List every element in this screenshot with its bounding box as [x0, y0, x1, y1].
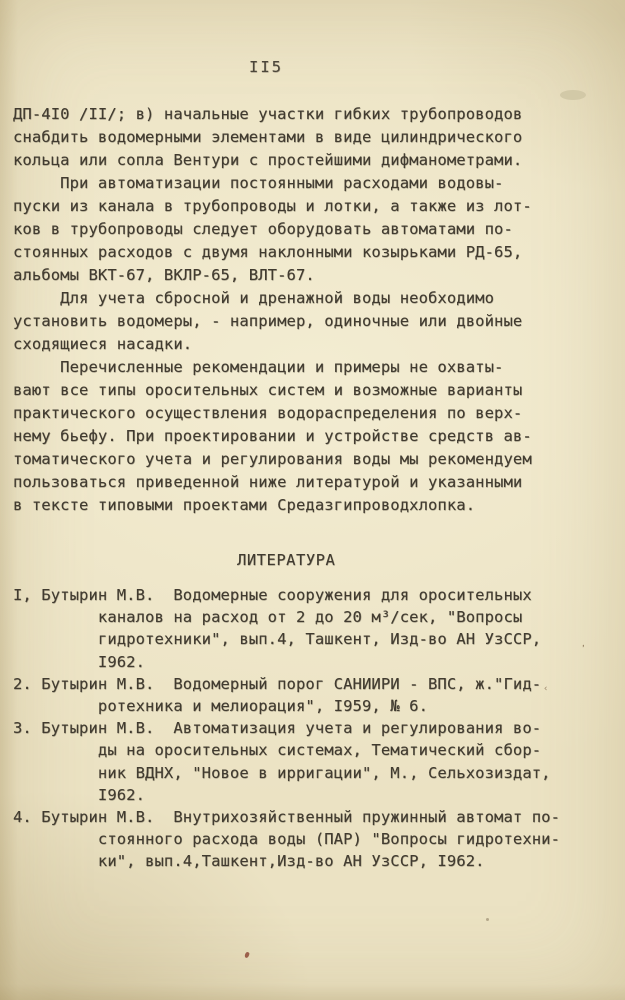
text-line: стоянных расходов с двумя наклонными козырьками РД-65,: [13, 243, 523, 261]
text-line: пользоваться приведенной ниже литературой и указанными: [13, 473, 523, 491]
text-line: практического осуществления водораспределения по верх-: [13, 404, 523, 422]
text-line: Для учета сбросной и дренажной воды необходимо: [13, 289, 495, 307]
ink-speck: [486, 918, 489, 921]
page-number: II5: [249, 58, 283, 76]
text-line: вают все типы оросительных систем и возможные варианты: [13, 381, 523, 399]
text-line: установить водомеры, - например, одиночные или двойные: [13, 312, 523, 330]
paragraph: [13, 287, 532, 356]
text-line: ротехника и мелиорация", I959, № 6.: [13, 697, 428, 716]
text-line: Перечисленные рекомендации и примеры не охваты-: [13, 358, 504, 376]
text-line: I, Бутырин М.В. Водомерные сооружения для оросительных: [13, 586, 532, 604]
paper-blemish: [560, 90, 586, 100]
text-line: ков в трубопроводы следует оборудовать автоматами по-: [13, 220, 513, 238]
bibliography-entry: [13, 673, 560, 717]
text-line: ник ВДНХ, "Новое в ирригации", М., Сельхозиздат,: [13, 763, 551, 782]
text-line: 3. Бутырин М.В. Автоматизация учета и регулирования во-: [13, 719, 542, 738]
ink-speck: ‹: [543, 684, 549, 694]
text-line: нему бьефу. При проектировании и устройстве средств ав-: [13, 427, 532, 445]
paragraph: [13, 356, 532, 517]
body-text-block: [13, 103, 532, 517]
text-line: ДП-4I0 /II/; в) начальные участки гибких трубопроводов: [13, 105, 523, 123]
text-line: I962.: [13, 785, 146, 804]
text-line: При автоматизации постоянными расходами водовы-: [13, 174, 504, 192]
text-line: ды на оросительных системах, Тематический сбор-: [13, 741, 542, 760]
text-line: альбомы ВКТ-67, ВКЛР-65, ВЛТ-67.: [13, 266, 315, 284]
ink-speck: ՚: [579, 643, 589, 656]
bibliography-entry: [13, 717, 560, 806]
text-line: I962.: [13, 652, 146, 671]
bibliography-entry: [13, 806, 560, 873]
text-line: 4. Бутырин М.В. Внутрихозяйственный пружинный автомат по-: [13, 808, 561, 827]
text-line: ки", вып.4,Ташкент,Изд-во АН УзССР, I962.: [13, 852, 485, 871]
text-line: томатического учета и регулирования воды мы рекомендуем: [13, 450, 532, 468]
text-line: снабдить водомерными элементами в виде цилиндрического: [13, 128, 523, 146]
text-line: сходящиеся насадки.: [13, 335, 193, 353]
text-line: стоянного расхода воды (ПАР) "Вопросы гидротехни-: [13, 830, 561, 849]
bibliography-entry: [13, 584, 560, 673]
text-line: в тексте типовыми проектами Средазгипроводхлопка.: [13, 496, 476, 514]
bibliography-heading: ЛИТЕРАТУРА: [237, 551, 336, 569]
text-line: гидротехники", вып.4, Ташкент, Изд-во АН УзССР,: [13, 630, 542, 649]
bibliography-list: [13, 584, 560, 873]
paragraph: [13, 172, 532, 287]
text-line: кольца или сопла Вентури с простейшими дифманометрами.: [13, 151, 523, 169]
ink-stain: [244, 952, 250, 959]
text-line: 2. Бутырин М.В. Водомерный порог САНИИРИ - ВПС, ж."Гид-: [13, 674, 542, 693]
paragraph: [13, 103, 532, 172]
text-line: пуски из канала в трубопроводы и лотки, а также из лот-: [13, 197, 532, 215]
text-line: каналов на расход от 2 до 20 м³/сек, "Вопросы: [13, 608, 523, 627]
